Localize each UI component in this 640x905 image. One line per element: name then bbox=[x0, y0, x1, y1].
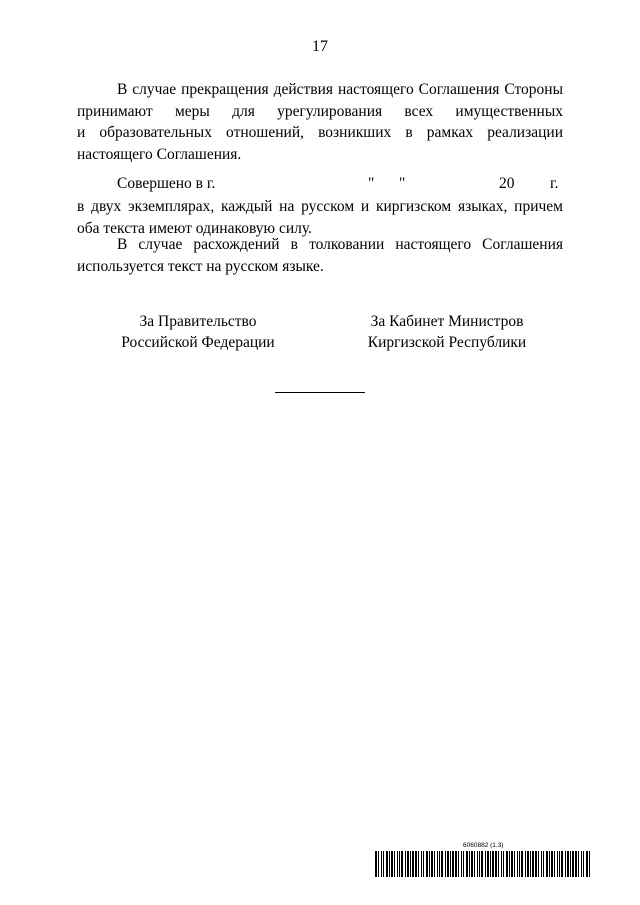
signature-line: Киргизской Республики bbox=[367, 334, 527, 351]
barcode-bar bbox=[561, 851, 563, 877]
barcode-bar bbox=[447, 851, 449, 877]
paragraph-line: В случае прекращения действия настоящего Соглашения Стороны bbox=[117, 81, 563, 98]
barcode-bar bbox=[490, 851, 491, 877]
barcode-bar bbox=[578, 851, 579, 877]
barcode-image bbox=[375, 851, 590, 877]
barcode-bar bbox=[575, 851, 577, 877]
barcode-bar bbox=[514, 851, 515, 877]
barcode-bar bbox=[401, 851, 403, 877]
barcode-bar bbox=[479, 851, 480, 877]
barcode-bar bbox=[572, 851, 574, 877]
barcode-bar bbox=[383, 851, 384, 877]
barcode-bar bbox=[511, 851, 513, 877]
barcode-bar bbox=[501, 851, 502, 877]
barcode-bar bbox=[434, 851, 435, 877]
barcode-bar bbox=[391, 851, 393, 877]
barcode-bar bbox=[487, 851, 489, 877]
barcode-bar bbox=[471, 851, 473, 877]
barcode-bar bbox=[405, 851, 406, 877]
barcode-bar bbox=[525, 851, 526, 877]
barcode-bar bbox=[519, 851, 520, 877]
barcode-bar bbox=[445, 851, 446, 877]
barcode-bar bbox=[452, 851, 454, 877]
barcode-bar bbox=[532, 851, 534, 877]
barcode-bar bbox=[439, 851, 440, 877]
barcode-bar bbox=[399, 851, 400, 877]
barcode-bar bbox=[386, 851, 388, 877]
paragraph-line: и образовательных отношений, возникших в рамках реализации bbox=[77, 124, 563, 141]
barcode-bar bbox=[441, 851, 443, 877]
barcode-bar bbox=[426, 851, 428, 877]
year-prefix: 20 bbox=[499, 175, 515, 192]
barcode-bar bbox=[415, 851, 417, 877]
barcode-bar bbox=[535, 851, 537, 877]
barcode-bar bbox=[431, 851, 433, 877]
barcode-bar bbox=[429, 851, 430, 877]
quote-close: " bbox=[399, 175, 406, 192]
barcode-bar bbox=[397, 851, 398, 877]
barcode-bar bbox=[509, 851, 510, 877]
barcode-bar bbox=[530, 851, 531, 877]
barcode-bar bbox=[450, 851, 451, 877]
barcode-bar bbox=[394, 851, 395, 877]
barcode-bar bbox=[581, 851, 582, 877]
barcode-bar bbox=[407, 851, 409, 877]
paragraph-line: принимают меры для урегулирования всех имущественных bbox=[77, 102, 563, 120]
barcode-bar bbox=[557, 851, 558, 877]
barcode-bar bbox=[541, 851, 542, 877]
paragraph-copies: в двух экземплярах, каждый на русском и киргизском языках, причем оба текста имеют одинаковую силу. bbox=[77, 198, 563, 237]
barcode-bar bbox=[551, 851, 553, 877]
barcode-bar bbox=[461, 851, 462, 877]
barcode-bar bbox=[389, 851, 390, 877]
barcode-bar bbox=[559, 851, 560, 877]
barcode-bar bbox=[381, 851, 382, 877]
barcode-bar bbox=[421, 851, 422, 877]
barcode-bar bbox=[418, 851, 419, 877]
barcode-bar bbox=[570, 851, 571, 877]
barcode-bar bbox=[437, 851, 438, 877]
barcode-bar bbox=[506, 851, 508, 877]
barcode-bar bbox=[503, 851, 504, 877]
barcode-bar bbox=[466, 851, 468, 877]
barcode-bar bbox=[538, 851, 539, 877]
signature-line: Российской Федерации bbox=[121, 334, 275, 351]
barcode-bar bbox=[498, 851, 499, 877]
year-suffix: г. bbox=[550, 175, 559, 192]
barcode-bar bbox=[481, 851, 483, 877]
signature-block-kyrgyzstan bbox=[352, 311, 542, 353]
barcode-bar bbox=[495, 851, 497, 877]
barcode-bar bbox=[485, 851, 486, 877]
barcode-bar bbox=[474, 851, 475, 877]
barcode-bar bbox=[554, 851, 555, 877]
quote-open: " bbox=[368, 175, 375, 192]
barcode-bar bbox=[455, 851, 457, 877]
barcode-bar bbox=[423, 851, 424, 877]
signature-line: За Кабинет Министров bbox=[370, 313, 524, 330]
barcode-bar bbox=[565, 851, 566, 877]
barcode-bar bbox=[410, 851, 411, 877]
barcode-bar bbox=[543, 851, 544, 877]
paragraph-line: настоящего Соглашения. bbox=[77, 145, 242, 163]
barcode-bar bbox=[458, 851, 459, 877]
barcode-bar bbox=[463, 851, 464, 877]
paragraph-termination bbox=[77, 79, 563, 165]
barcode-bar bbox=[567, 851, 569, 877]
barcode-bar bbox=[583, 851, 584, 877]
done-in-text: Совершено в г. bbox=[117, 175, 216, 192]
barcode-bar bbox=[477, 851, 478, 877]
barcode-bar bbox=[549, 851, 550, 877]
done-in-line bbox=[77, 175, 563, 196]
end-divider bbox=[275, 392, 365, 393]
page-number: 17 bbox=[312, 38, 328, 55]
barcode-bar bbox=[589, 851, 590, 877]
signature-line: За Правительство bbox=[139, 313, 257, 330]
barcode-label: 6060882 (1.3) bbox=[463, 842, 504, 849]
barcode-bar bbox=[517, 851, 518, 877]
barcode-bar bbox=[521, 851, 523, 877]
paragraph-discrepancies: В случае расхождений в толковании настоящего Соглашения используется текст на русском языке. bbox=[77, 236, 563, 275]
barcode-bar bbox=[492, 851, 494, 877]
barcode-bar bbox=[378, 851, 379, 877]
barcode-bar bbox=[375, 851, 377, 877]
barcode-bar bbox=[469, 851, 470, 877]
barcode-bar bbox=[586, 851, 588, 877]
barcode-bar bbox=[412, 851, 414, 877]
barcode-bar bbox=[527, 851, 529, 877]
signature-block-russia bbox=[103, 311, 293, 353]
barcode-bar bbox=[546, 851, 548, 877]
